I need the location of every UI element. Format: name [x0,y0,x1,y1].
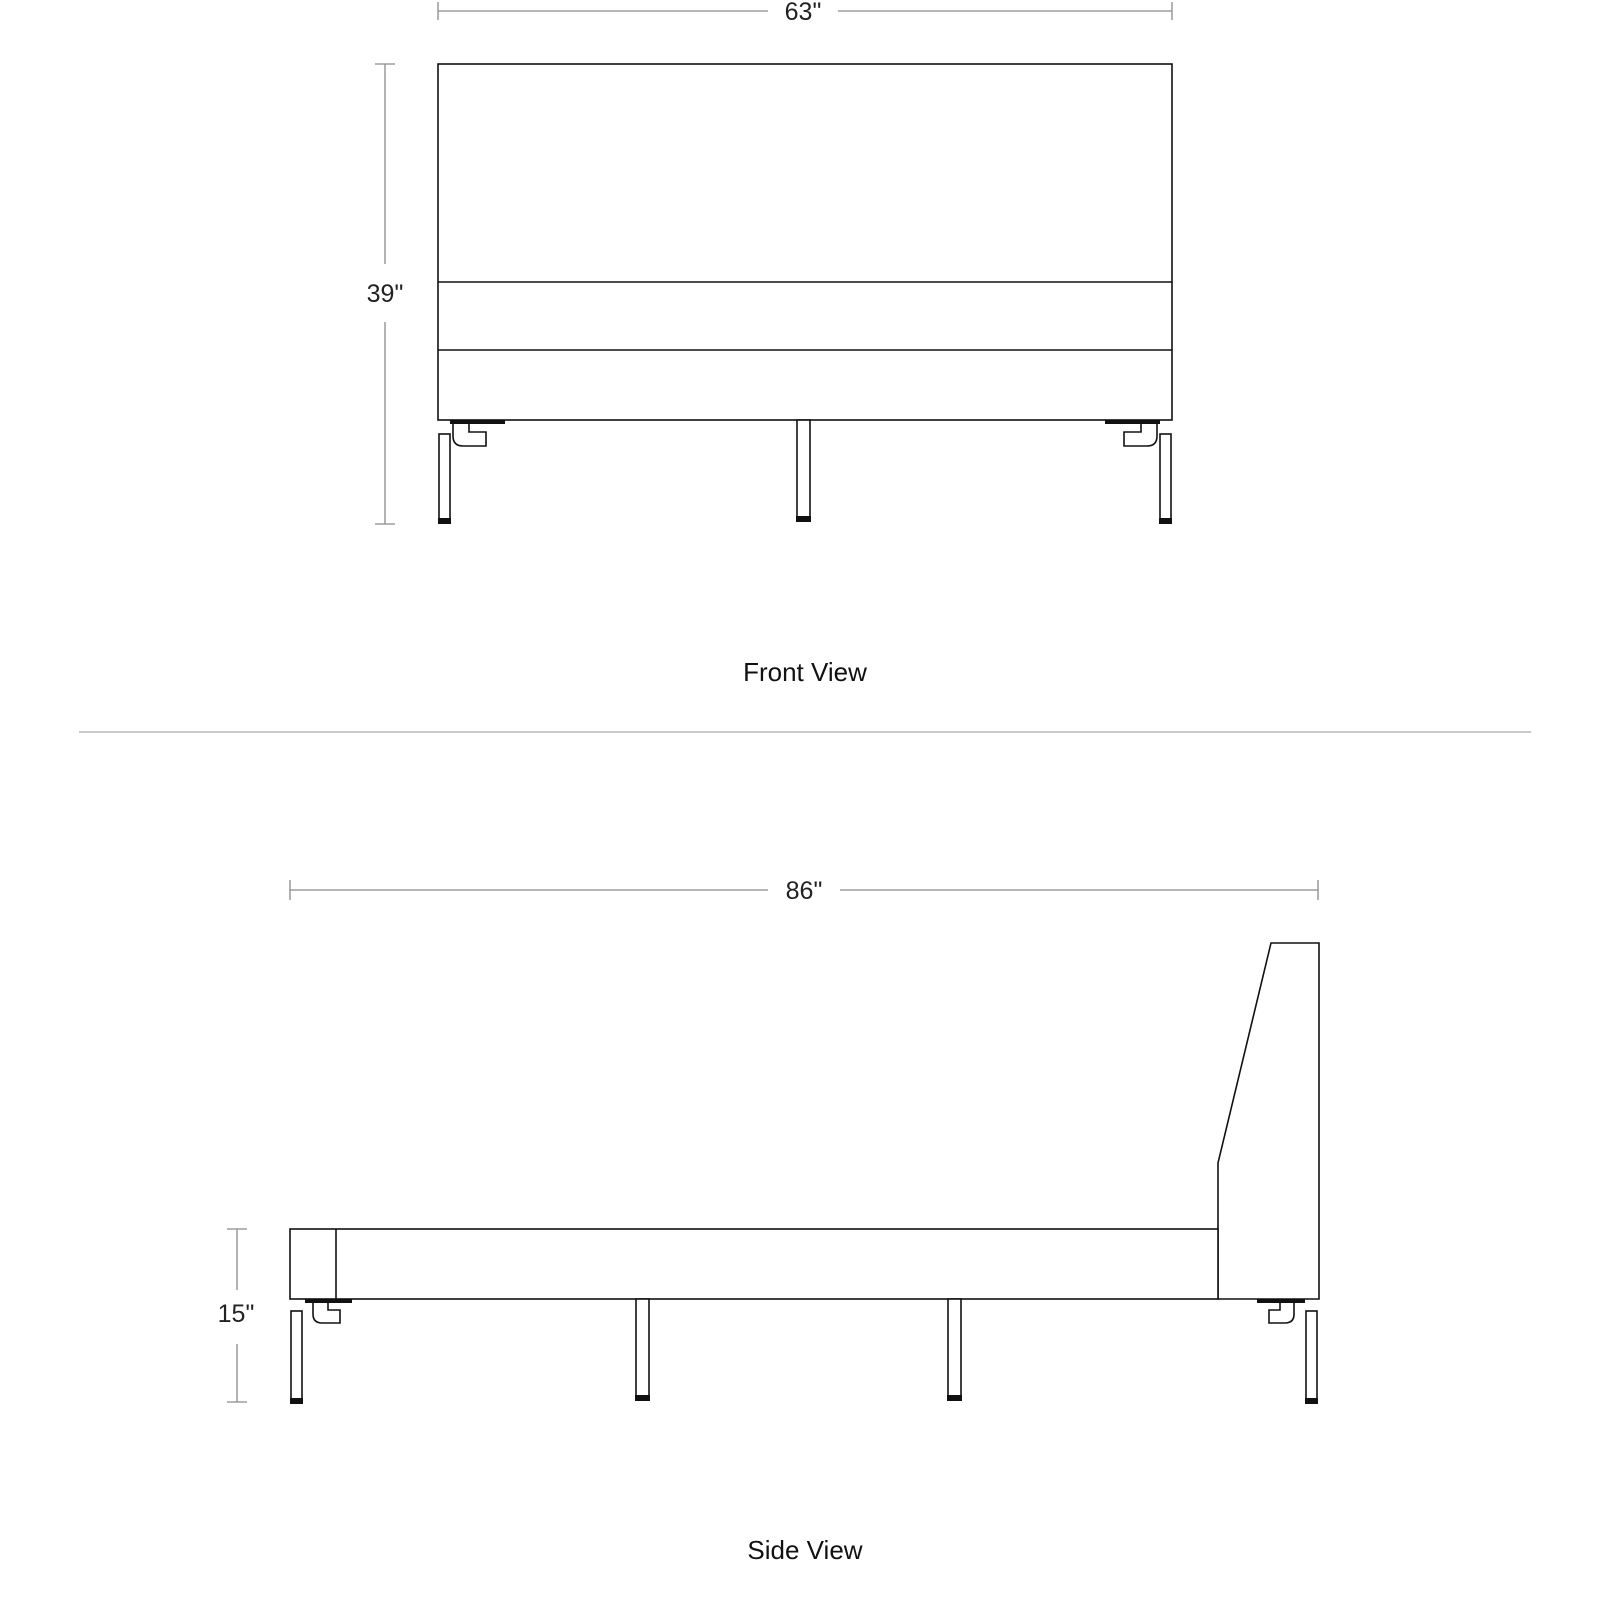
front-height-dimension [367,64,404,524]
front-view-title: Front View [743,657,867,687]
side-bed-body [290,943,1319,1299]
side-leg-left [290,1299,352,1404]
front-leg-left [438,420,505,524]
front-width-label: 63" [784,0,822,26]
side-leg-right [1257,1299,1318,1404]
front-bed-body [438,64,1172,420]
front-leg-right [1105,420,1172,524]
front-width-dimension [438,0,1172,26]
front-view [367,0,1172,687]
side-length-label: 86" [785,877,823,905]
side-leg-center-2 [947,1299,962,1401]
side-view-title: Side View [747,1535,863,1565]
front-height-label: 39" [366,280,404,308]
side-leg-center-1 [635,1299,650,1401]
side-length-dimension [290,877,1318,905]
side-height-label: 15" [217,1300,255,1328]
side-view [218,877,1319,1565]
front-leg-center [796,420,811,522]
side-height-dimension [218,1229,255,1402]
